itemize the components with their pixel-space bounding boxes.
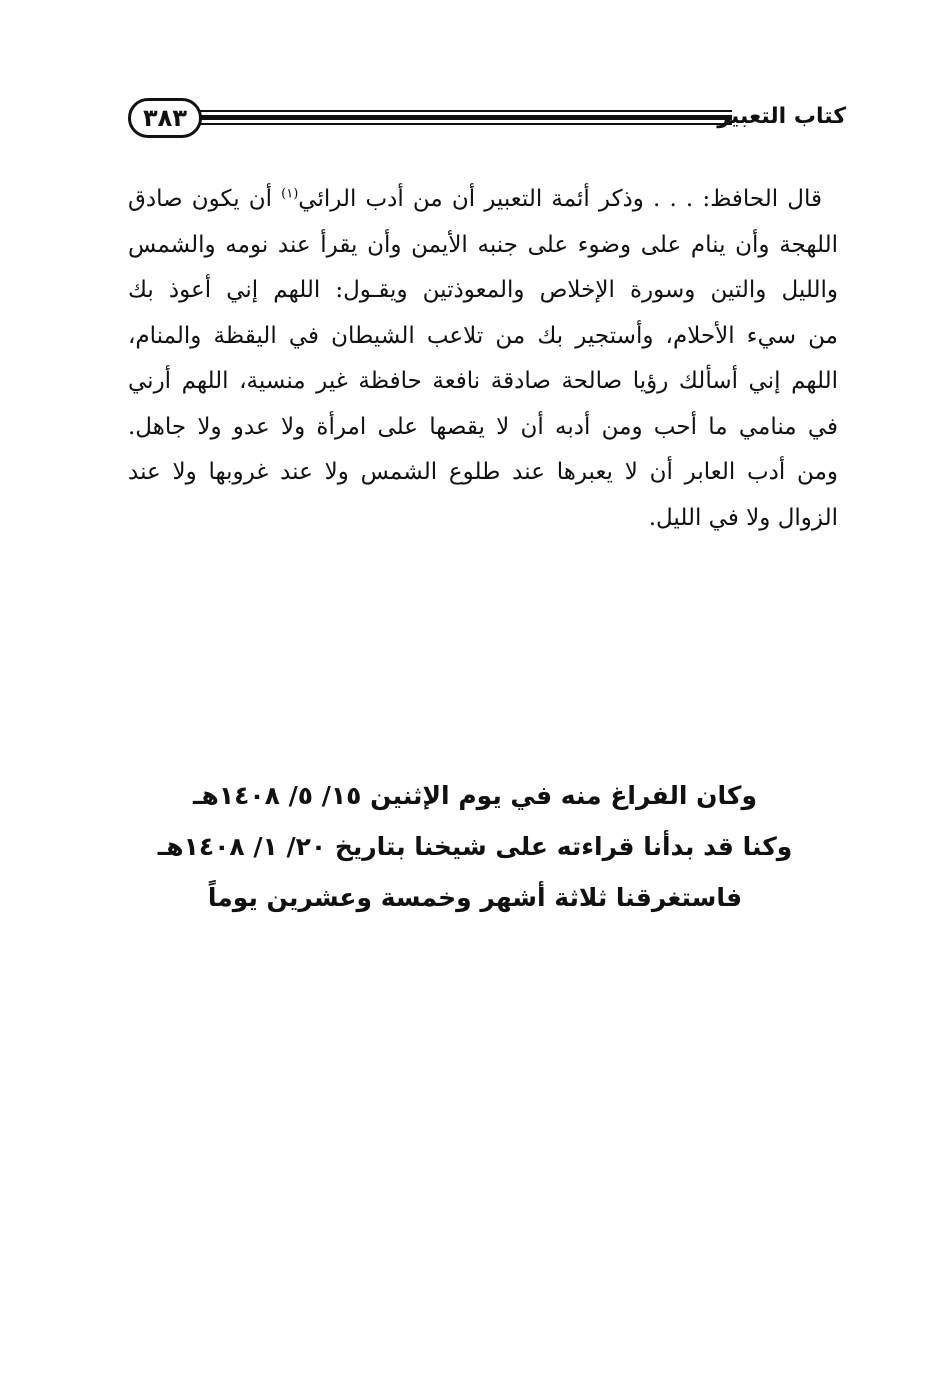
body-line-5: اللهم إني أسألك رؤيا صالحة صادقة نافعة حافظة غير منسية، اللهم أرني bbox=[128, 368, 838, 394]
body-line-8: الزوال ولا في الليل. bbox=[648, 504, 838, 531]
body-line-1-text: قال الحافظ: . . . وذكر أئمة التعبير أن من أدب الرائي bbox=[298, 186, 822, 212]
colophon-line-duration: فاستغرقنا ثلاثة أشهر وخمسة وعشرين يوماً bbox=[207, 883, 743, 912]
body-line-3: والليل والتين وسورة الإخلاص والمعوذتين ويقـول: اللهم إني أعوذ بك bbox=[128, 277, 838, 303]
body-paragraph bbox=[128, 177, 838, 541]
body-line-7: ومن أدب العابر أن لا يعبرها عند طلوع الشمس ولا عند غروبها ولا عند bbox=[128, 459, 838, 485]
body-line-4: من سيء الأحلام، وأستجير بك من تلاعب الشيطان في اليقظة والمنام، bbox=[128, 322, 838, 349]
page-header bbox=[128, 96, 846, 146]
header-rule-thin-bottom bbox=[200, 123, 732, 125]
body-line-1-tail: أن يكون صادق bbox=[128, 186, 282, 212]
colophon bbox=[150, 770, 800, 923]
header-rule-thick bbox=[200, 115, 732, 120]
colophon-line-start-date: وكنا قد بدأنا قراءته على شيخنا بتاريخ ٢٠/ ١/ ١٤٠٨هـ bbox=[157, 832, 793, 861]
body-line-2: اللهجة وأن ينام على وضوء على جنبه الأيمن وأن يقرأ عند نومه والشمس bbox=[128, 231, 838, 258]
colophon-line-completion-date: وكان الفراغ منه في يوم الإثنين ١٥/ ٥/ ١٤٠٨هـ bbox=[193, 781, 757, 810]
page-number-frame bbox=[128, 98, 202, 138]
page-number: ٣٨٣ bbox=[143, 104, 187, 132]
footnote-reference[interactable]: (١) bbox=[281, 186, 299, 202]
body-line-1 bbox=[128, 177, 838, 223]
header-rule-thin-top bbox=[200, 110, 732, 112]
body-line-6: في منامي ما أحب ومن أدبه أن لا يقصها على امرأة ولا عدو ولا جاهل. bbox=[128, 413, 838, 440]
running-title: كتاب التعبير bbox=[717, 104, 846, 129]
